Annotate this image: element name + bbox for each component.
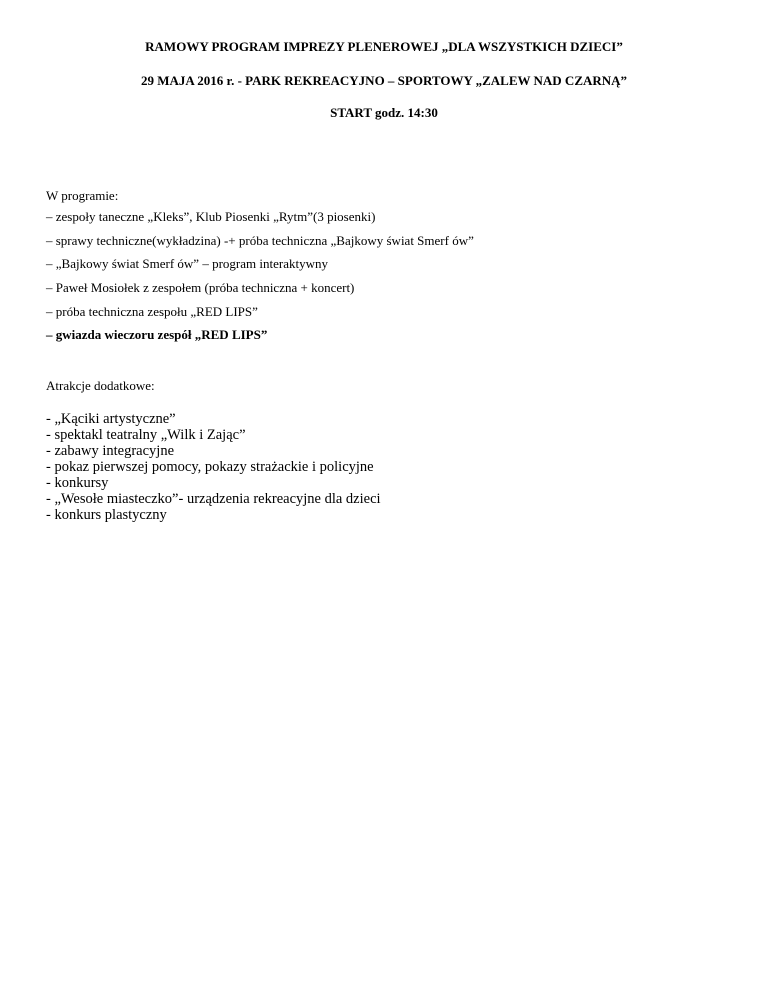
program-item: – Paweł Mosiołek z zespołem (próba techniczna + koncert) (46, 280, 355, 296)
program-item: – próba techniczna zespołu „RED LIPS” (46, 303, 258, 319)
attraction-item: - konkursy (46, 475, 109, 491)
attraction-item: - spektakl teatralny „Wilk i Zając” (46, 427, 246, 443)
event-date-location: 29 MAJA 2016 r. - PARK REKREACYJNO – SPORTOWY „ZALEW NAD CZARNĄ” (140, 73, 628, 88)
attraction-item: - „Kąciki artystyczne” (46, 411, 176, 427)
attractions-section-label: Atrakcje dodatkowe: (46, 378, 155, 393)
program-item-headliner: – gwiazda wieczoru zespół „RED LIPS” (46, 327, 268, 343)
attraction-item: - „Wesołe miasteczko”- urządzenia rekreacyjne dla dzieci (46, 491, 381, 507)
attraction-item: - zabawy integracyjne (46, 443, 175, 459)
attraction-item: - pokaz pierwszej pomocy, pokazy strażackie i policyjne (46, 459, 374, 475)
program-item: – „Bajkowy świat Smerf ów” – program interaktywny (46, 256, 328, 272)
program-list (46, 209, 474, 351)
program-item: – zespoły taneczne „Kleks”, Klub Piosenki „Rytm”(3 piosenki) (46, 209, 376, 224)
attractions-list (46, 411, 381, 523)
event-start-time: START godz. 14:30 (330, 105, 438, 120)
program-section-label: W programie: (46, 188, 119, 203)
document-title: RAMOWY PROGRAM IMPREZY PLENEROWEJ „DLA WSZYSTKICH DZIECI” (145, 39, 623, 54)
attraction-item: - konkurs plastyczny (46, 507, 167, 523)
program-item: – sprawy techniczne(wykładzina) -+ próba techniczna „Bajkowy świat Smerf ów” (46, 232, 474, 248)
